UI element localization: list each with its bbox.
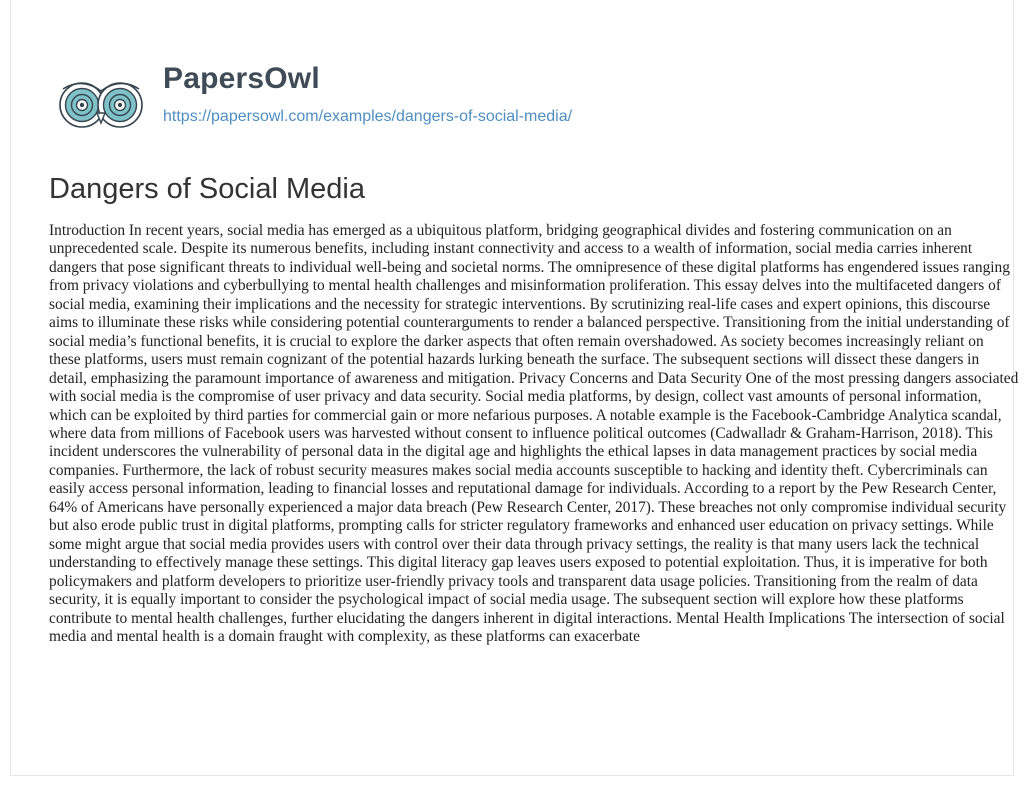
brand-name: PapersOwl: [163, 62, 320, 95]
page-title: Dangers of Social Media: [49, 173, 365, 205]
article-body: Introduction In recent years, social media has emerged as a ubiquitous platform, bridging geographical divides and fostering communication on an unprecedented scale. Despite its numerous benefits, including instant connectivity and access to a wealth of information, social media carries inherent dangers that pose significant threats to individual well-being and societal norms. The omnipresence of these digital platforms has engendered issues ranging from privacy violations and cyberbullying to mental health challenges and misinformation proliferation. This essay delves into the multifaceted dangers of social media, examining their implications and the necessity for strategic interventions. By scrutinizing real-life cases and expert opinions, this discourse aims to illuminate these risks while considering potential counterarguments to render a balanced perspective. Transitioning from the initial understanding of social media’s functional benefits, it is crucial to explore the darker aspects that often remain overshadowed. As society becomes increasingly reliant on these platforms, users must remain cognizant of the potential hazards lurking beneath the surface. The subsequent sections will dissect these dangers in detail, emphasizing the paramount importance of awareness and mitigation. Privacy Concerns and Data Security One of the most pressing dangers associated with social media is the compromise of user privacy and data security. Social media platforms, by design, collect vast amounts of personal information, which can be exploited by third parties for commercial gain or more nefarious purposes. A notable example is the Facebook-Cambridge Analytica scandal, where data from millions of Facebook users was harvested without consent to influence political outcomes (Cadwalladr & Graham-Harrison, 2018). This incident underscores the vulnerability of personal data in the digital age and highlights the ethical lapses in data management practices by social media companies. Furthermore, the lack of robust security measures makes social media accounts susceptible to hacking and identity theft. Cybercriminals can easily access personal information, leading to financial losses and reputational damage for individuals. According to a report by the Pew Research Center, 64% of Americans have personally experienced a major data breach (Pew Research Center, 2017). These breaches not only compromise individual security but also erode public trust in digital platforms, prompting calls for stricter regulatory frameworks and enhanced user education on privacy settings. While some might argue that social media provides users with control over their data through privacy settings, the reality is that many users lack the technical understanding to effectively manage these settings. This digital literacy gap leaves users exposed to potential exploitation. Thus, it is imperative for both policymakers and platform developers to prioritize user-friendly privacy tools and transparent data usage policies. Transitioning from the realm of data security, it is equally important to consider the psychological impact of social media usage. The subsequent section will explore how these platforms contribute to mental health challenges, further elucidating the dangers inherent in digital interactions. Mental Health Implications The intersection of social media and mental health is a domain fraught with complexity, as these platforms can exacerbate: [49, 222, 1019, 645]
source-url-link[interactable]: https://papersowl.com/examples/dangers-of-social-media/: [163, 108, 573, 125]
document-page: [10, 0, 1019, 776]
owl-logo-icon: [55, 73, 147, 133]
